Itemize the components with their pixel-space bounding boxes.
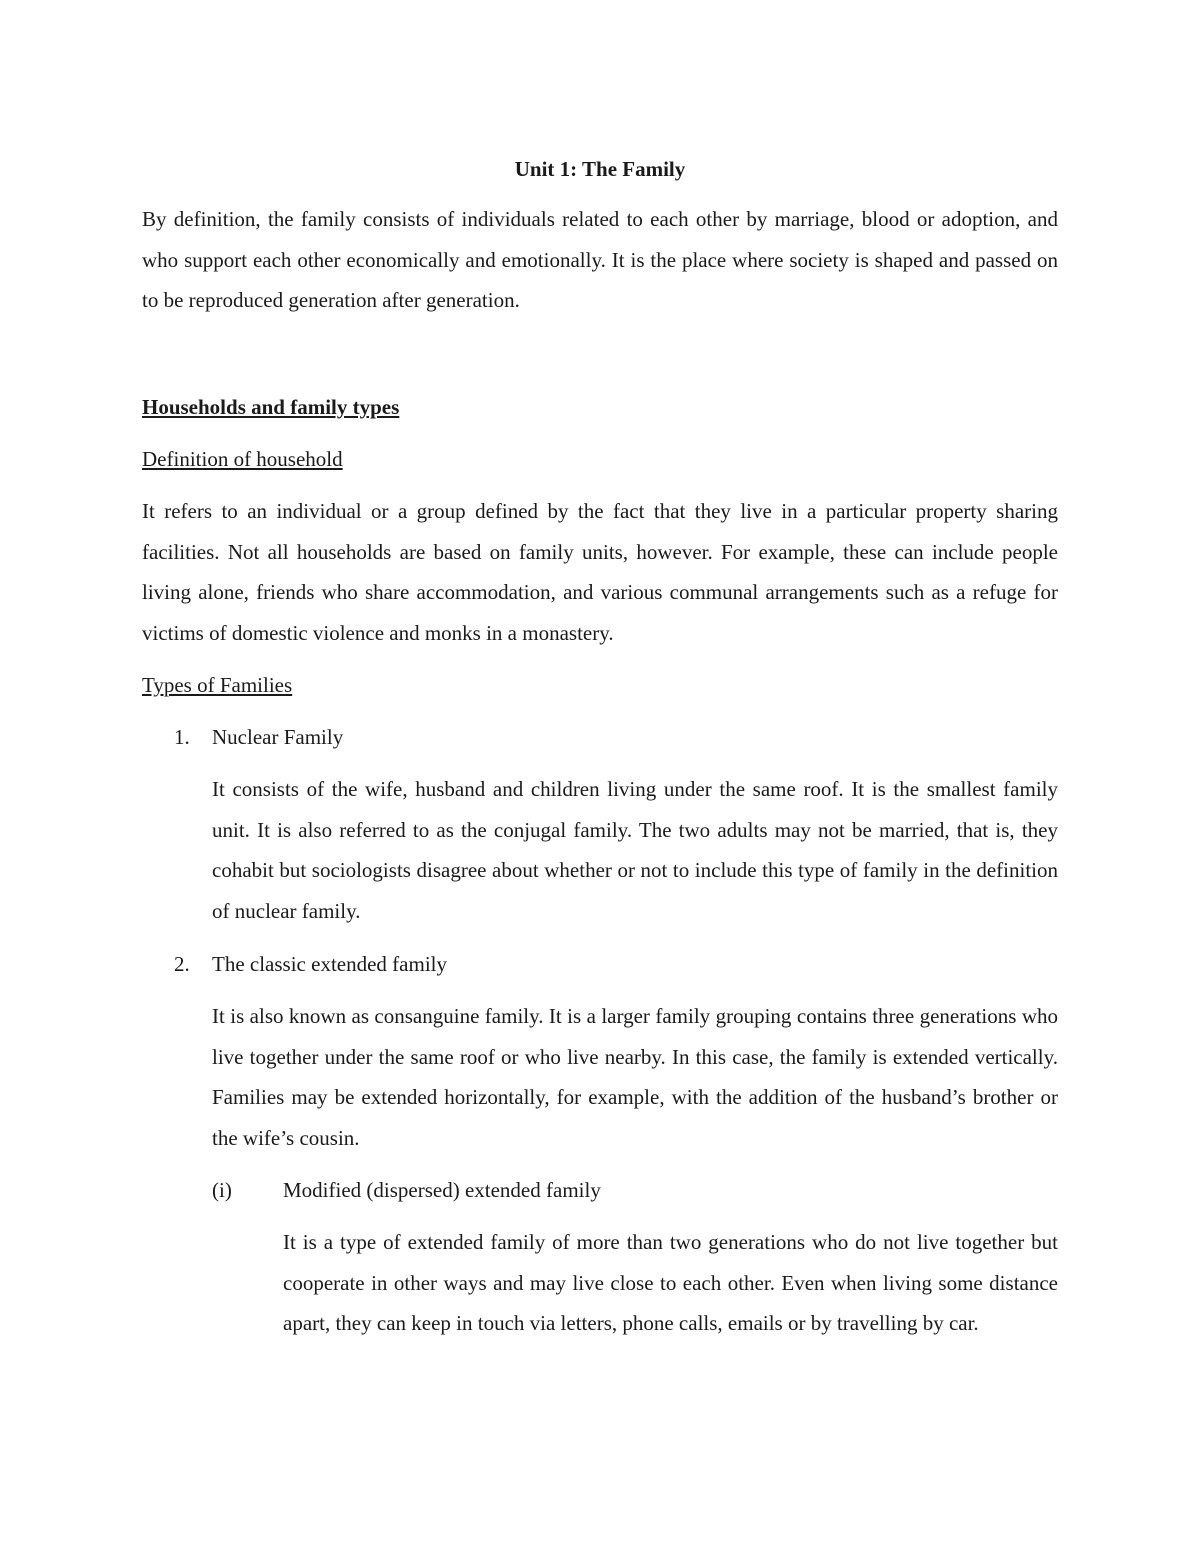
nuclear-family-paragraph: It consists of the wife, husband and children living under the same roof. It is the smallest family unit. It is also referred to as the conjugal family. The two adults may not be married, that is, they cohabit but sociologists disagree about whether or not to include this type of family in the definition of nuclear family.	[212, 777, 1058, 923]
list-number: 2.	[174, 952, 190, 976]
subheading-definition-of-household: Definition of household	[142, 447, 343, 471]
sublist-number: (i)	[212, 1178, 232, 1202]
household-paragraph: It refers to an individual or a group defined by the fact that they live in a particular property sharing facilities. Not all households are based on family units, however. For example, these can include people living alone, friends who share accommodation, and various communal arrangements such as a refuge for victims of domestic violence and monks in a monastery.	[142, 499, 1058, 645]
list-number: 1.	[174, 725, 190, 749]
modified-extended-family-paragraph: It is a type of extended family of more than two generations who do not live together but cooperate in other ways and may live close to each other. Even when living some distance apart, they can keep in touch via letters, phone calls, emails or by travelling by car.	[283, 1230, 1058, 1336]
intro-paragraph: By definition, the family consists of individuals related to each other by marriage, blood or adoption, and who support each other economically and emotionally. It is the place where society is shaped and passed on to be reproduced generation after generation.	[142, 207, 1058, 313]
page-title: Unit 1: The Family	[514, 157, 686, 181]
list-item-nuclear-family: Nuclear Family	[212, 725, 344, 749]
sublist-item-modified-extended-family: Modified (dispersed) extended family	[283, 1178, 601, 1202]
list-item-classic-extended-family: The classic extended family	[212, 952, 447, 976]
extended-family-paragraph: It is also known as consanguine family. It is a larger family grouping contains three generations who live together under the same roof or who live nearby. In this case, the family is extended vertically. Families may be extended horizontally, for example, with the addition of the husband’s brother or the wife’s cousin.	[212, 1004, 1058, 1150]
section-heading-households: Households and family types	[142, 395, 400, 419]
subheading-types-of-families: Types of Families	[142, 673, 293, 697]
